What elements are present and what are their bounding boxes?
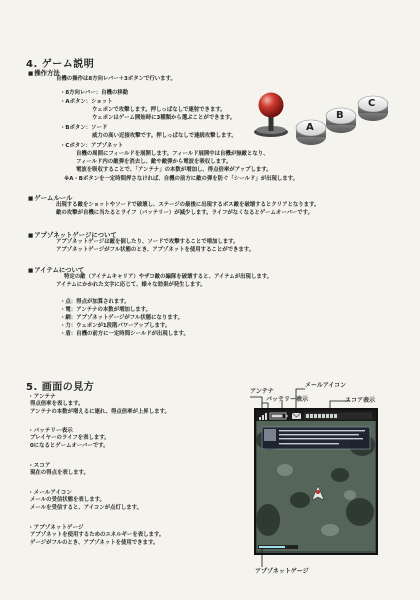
entry-line: アプゾネットを使用するためのエネルギーを表します。 bbox=[30, 532, 165, 538]
callout-antenna: アンテナ bbox=[250, 388, 274, 395]
entry-label-mail: ・メールアイコン bbox=[28, 490, 72, 496]
control-line: 威力の高い近接攻撃です。押しっぱなしで連続攻撃します。 bbox=[92, 133, 237, 139]
control-line: ・Bボタン：ソード bbox=[60, 125, 108, 131]
control-line: ・Cボタン：アプゾネット bbox=[60, 143, 124, 149]
entry-line: 得点倍率を表します。 bbox=[30, 401, 84, 407]
entry-line: ゲージがフルのとき、アプゾネットを使用できます。 bbox=[30, 540, 159, 546]
gauge-line: アプゾネットゲージがフル状態のとき、アプゾネットを使用することができます。 bbox=[56, 247, 255, 253]
entry-line: 0になるとゲームオーバーです。 bbox=[30, 443, 109, 449]
gauge-heading: ■ アプゾネットゲージについて bbox=[28, 230, 117, 239]
control-line: 電波を吸収することで、「アンテナ」の本数が増加し、得点倍率がアップします。 bbox=[76, 167, 272, 173]
items-intro: 特定の敵（アイテムキャリア）やザコ敵の編隊を破壊すると、アイテムが出現します。 bbox=[64, 274, 273, 280]
callout-battery: バッテリー表示 bbox=[266, 396, 309, 403]
rules-heading: ■ ゲームルール bbox=[28, 193, 72, 202]
control-line: フィールド内の敵弾を消去し、敵や敵弾から電波を吸収します。 bbox=[76, 159, 232, 165]
button-label-b: B bbox=[336, 110, 344, 121]
section-5-title: 5. 画面の見方 bbox=[26, 382, 95, 393]
entry-label-score: ・スコア bbox=[28, 463, 51, 469]
control-line: ・8方向レバー：自機の移動 bbox=[60, 90, 129, 96]
mail-icon bbox=[292, 413, 301, 419]
item-line: ・点：得点が加算されます。 bbox=[60, 299, 130, 305]
controls-heading: ■ 操作方法 bbox=[28, 68, 60, 77]
rules-line: 出現する敵をショットやソードで破壊し、ステージの最後に出現するボス敵を破壊するとクリアとなります。 bbox=[56, 202, 320, 208]
entry-line: メールの受信状態を表します。 bbox=[30, 497, 105, 503]
control-note: ※A・Bボタンを一定時間押さなければ、自機の前方に敵の弾を防ぐ「シールド」が出現します。 bbox=[64, 176, 298, 182]
control-line: ウェポンで攻撃します。押しっぱなしで連射できます。 bbox=[92, 107, 226, 113]
rules-line: 敵の攻撃が自機に当たるとライフ（バッテリー）が減少します。ライフがなくなるとゲームオーバーです。 bbox=[56, 210, 313, 216]
entry-label-battery: ・バッテリー表示 bbox=[28, 428, 73, 434]
item-line: ・網：アプゾネットゲージがフル状態になります。 bbox=[60, 315, 184, 321]
items-heading: ■ アイテムについて bbox=[28, 265, 84, 274]
entry-line: メールを受信すると、アイコンが点灯します。 bbox=[30, 505, 142, 511]
button-label-c: C bbox=[368, 98, 376, 109]
entry-label-gauge: ・アプゾネットゲージ bbox=[28, 525, 84, 531]
entry-line: アンテナの本数が増えるに連れ、得点倍率が上昇します。 bbox=[30, 409, 170, 415]
entry-label-antenna: ・アンテナ bbox=[28, 394, 56, 400]
control-line: ウェポンはゲーム開始時に3種類から選ぶことができます。 bbox=[92, 115, 236, 121]
gauge-line: アプゾネットゲージは敵を倒したり、ソードで攻撃することで増加します。 bbox=[56, 239, 239, 245]
callout-gauge: アプゾネットゲージ bbox=[255, 568, 309, 575]
callout-mail: メールアイコン bbox=[305, 382, 347, 389]
controls-intro: 自機の操作は8方向レバー＋3ボタンで行います。 bbox=[56, 76, 176, 82]
button-label-a: A bbox=[306, 122, 314, 133]
callout-score: スコア表示 bbox=[345, 397, 376, 404]
item-line: ・力：ウェポンが1段階パワーアップします。 bbox=[60, 323, 171, 329]
control-line: 自機の周囲にフィールドを展開します。フィールド展開中は自機が無敵となり、 bbox=[76, 151, 269, 157]
entry-line: プレイヤーのライフを表します。 bbox=[30, 435, 110, 441]
section-4-title: 4. ゲーム説明 bbox=[26, 59, 95, 70]
items-intro: アイテムにかかれた文字に応じて、様々な効果が発生します。 bbox=[56, 282, 206, 288]
item-line: ・電：アンテナの本数が増加します。 bbox=[60, 307, 151, 313]
item-line: ・盾：自機の前方に一定時間シールドが出現します。 bbox=[60, 331, 189, 337]
entry-line: 現在の得点を表します。 bbox=[30, 470, 89, 476]
control-line: ・Aボタン：ショット bbox=[60, 99, 113, 105]
